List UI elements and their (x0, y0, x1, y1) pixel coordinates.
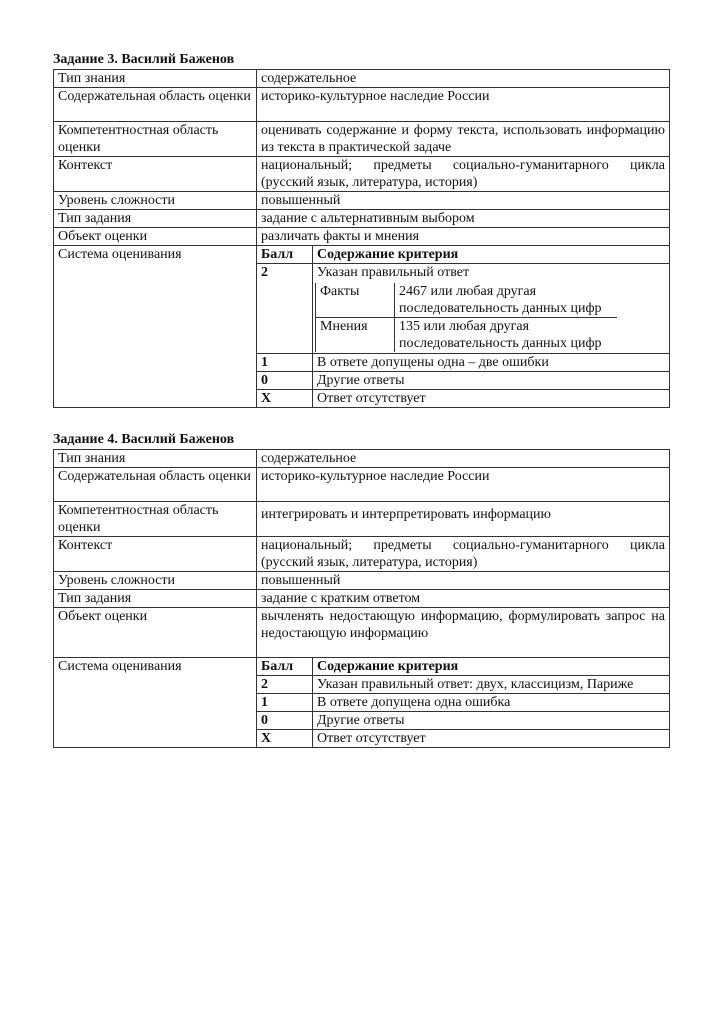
task4-title: Задание 4. Василий Баженов (53, 432, 235, 447)
score: 2 (257, 676, 313, 694)
criterion: В ответе допущена одна ошибка (313, 694, 670, 712)
row-label: Уровень сложности (54, 572, 257, 590)
criteria-table (257, 246, 669, 407)
row-value: национальный; предметы социально-гуманитарного цикла (русский язык, литература, история) (257, 537, 670, 572)
scoring-label: Система оценивания (54, 246, 257, 408)
row-label: Тип задания (54, 210, 257, 228)
score-header: Балл (257, 246, 313, 264)
criterion: В ответе допущены одна – две ошибки (313, 354, 670, 372)
row-label: Объект оценки (54, 608, 257, 658)
row-value: историко-культурное наследие России (257, 88, 670, 122)
row-value: различать факты и мнения (257, 228, 670, 246)
criteria-cell (257, 658, 670, 748)
row-label: Содержательная область оценки (54, 468, 257, 502)
row-label: Тип знания (54, 70, 257, 88)
row-label: Компетентностная область оценки (54, 502, 257, 537)
task3-title: Задание 3. Василий Баженов (53, 52, 235, 67)
score: 2 (257, 264, 313, 354)
row-value: интегрировать и интерпретировать информацию (257, 502, 670, 537)
criterion: Ответ отсутствует (313, 730, 670, 748)
row-value: задание с кратким ответом (257, 590, 670, 608)
task4-table (53, 449, 670, 748)
score: 1 (257, 694, 313, 712)
criterion-header: Содержание критерия (313, 246, 670, 264)
criterion: Ответ отсутствует (313, 390, 670, 408)
row-label: Контекст (54, 157, 257, 192)
answer-label: Факты (316, 283, 395, 318)
score: X (257, 730, 313, 748)
row-label: Компетентностная область оценки (54, 122, 257, 157)
criterion-text: Указан правильный ответ (317, 265, 470, 280)
score: 1 (257, 354, 313, 372)
score: 0 (257, 372, 313, 390)
criterion-header: Содержание критерия (313, 658, 670, 676)
answer-label: Мнения (316, 318, 395, 353)
row-value: оценивать содержание и форму текста, использовать информацию из текста в практической задаче (257, 122, 670, 157)
criterion: Другие ответы (313, 712, 670, 730)
row-value: повышенный (257, 572, 670, 590)
row-value: национальный; предметы социально-гуманитарного цикла (русский язык, литература, история) (257, 157, 670, 192)
scoring-label: Система оценивания (54, 658, 257, 748)
answer-table (315, 283, 617, 352)
row-label: Уровень сложности (54, 192, 257, 210)
criteria-cell (257, 246, 670, 408)
score: X (257, 390, 313, 408)
row-value: историко-культурное наследие России (257, 468, 670, 502)
task3-table (53, 69, 670, 408)
score: 0 (257, 712, 313, 730)
row-value: задание с альтернативным выбором (257, 210, 670, 228)
criteria-table (257, 658, 669, 747)
criterion: Указан правильный ответ: двух, классицизм, Париже (313, 676, 670, 694)
row-label: Тип знания (54, 450, 257, 468)
row-label: Тип задания (54, 590, 257, 608)
criterion (313, 264, 670, 354)
row-label: Содержательная область оценки (54, 88, 257, 122)
row-value: содержательное (257, 70, 670, 88)
row-value: повышенный (257, 192, 670, 210)
row-label: Объект оценки (54, 228, 257, 246)
row-value: содержательное (257, 450, 670, 468)
answer-value: 135 или любая другая последовательность данных цифр (395, 318, 618, 353)
score-header: Балл (257, 658, 313, 676)
answer-value: 2467 или любая другая последовательность данных цифр (395, 283, 618, 318)
row-label: Контекст (54, 537, 257, 572)
criterion: Другие ответы (313, 372, 670, 390)
row-value: вычленять недостающую информацию, формулировать запрос на недостающую информацию (257, 608, 670, 658)
